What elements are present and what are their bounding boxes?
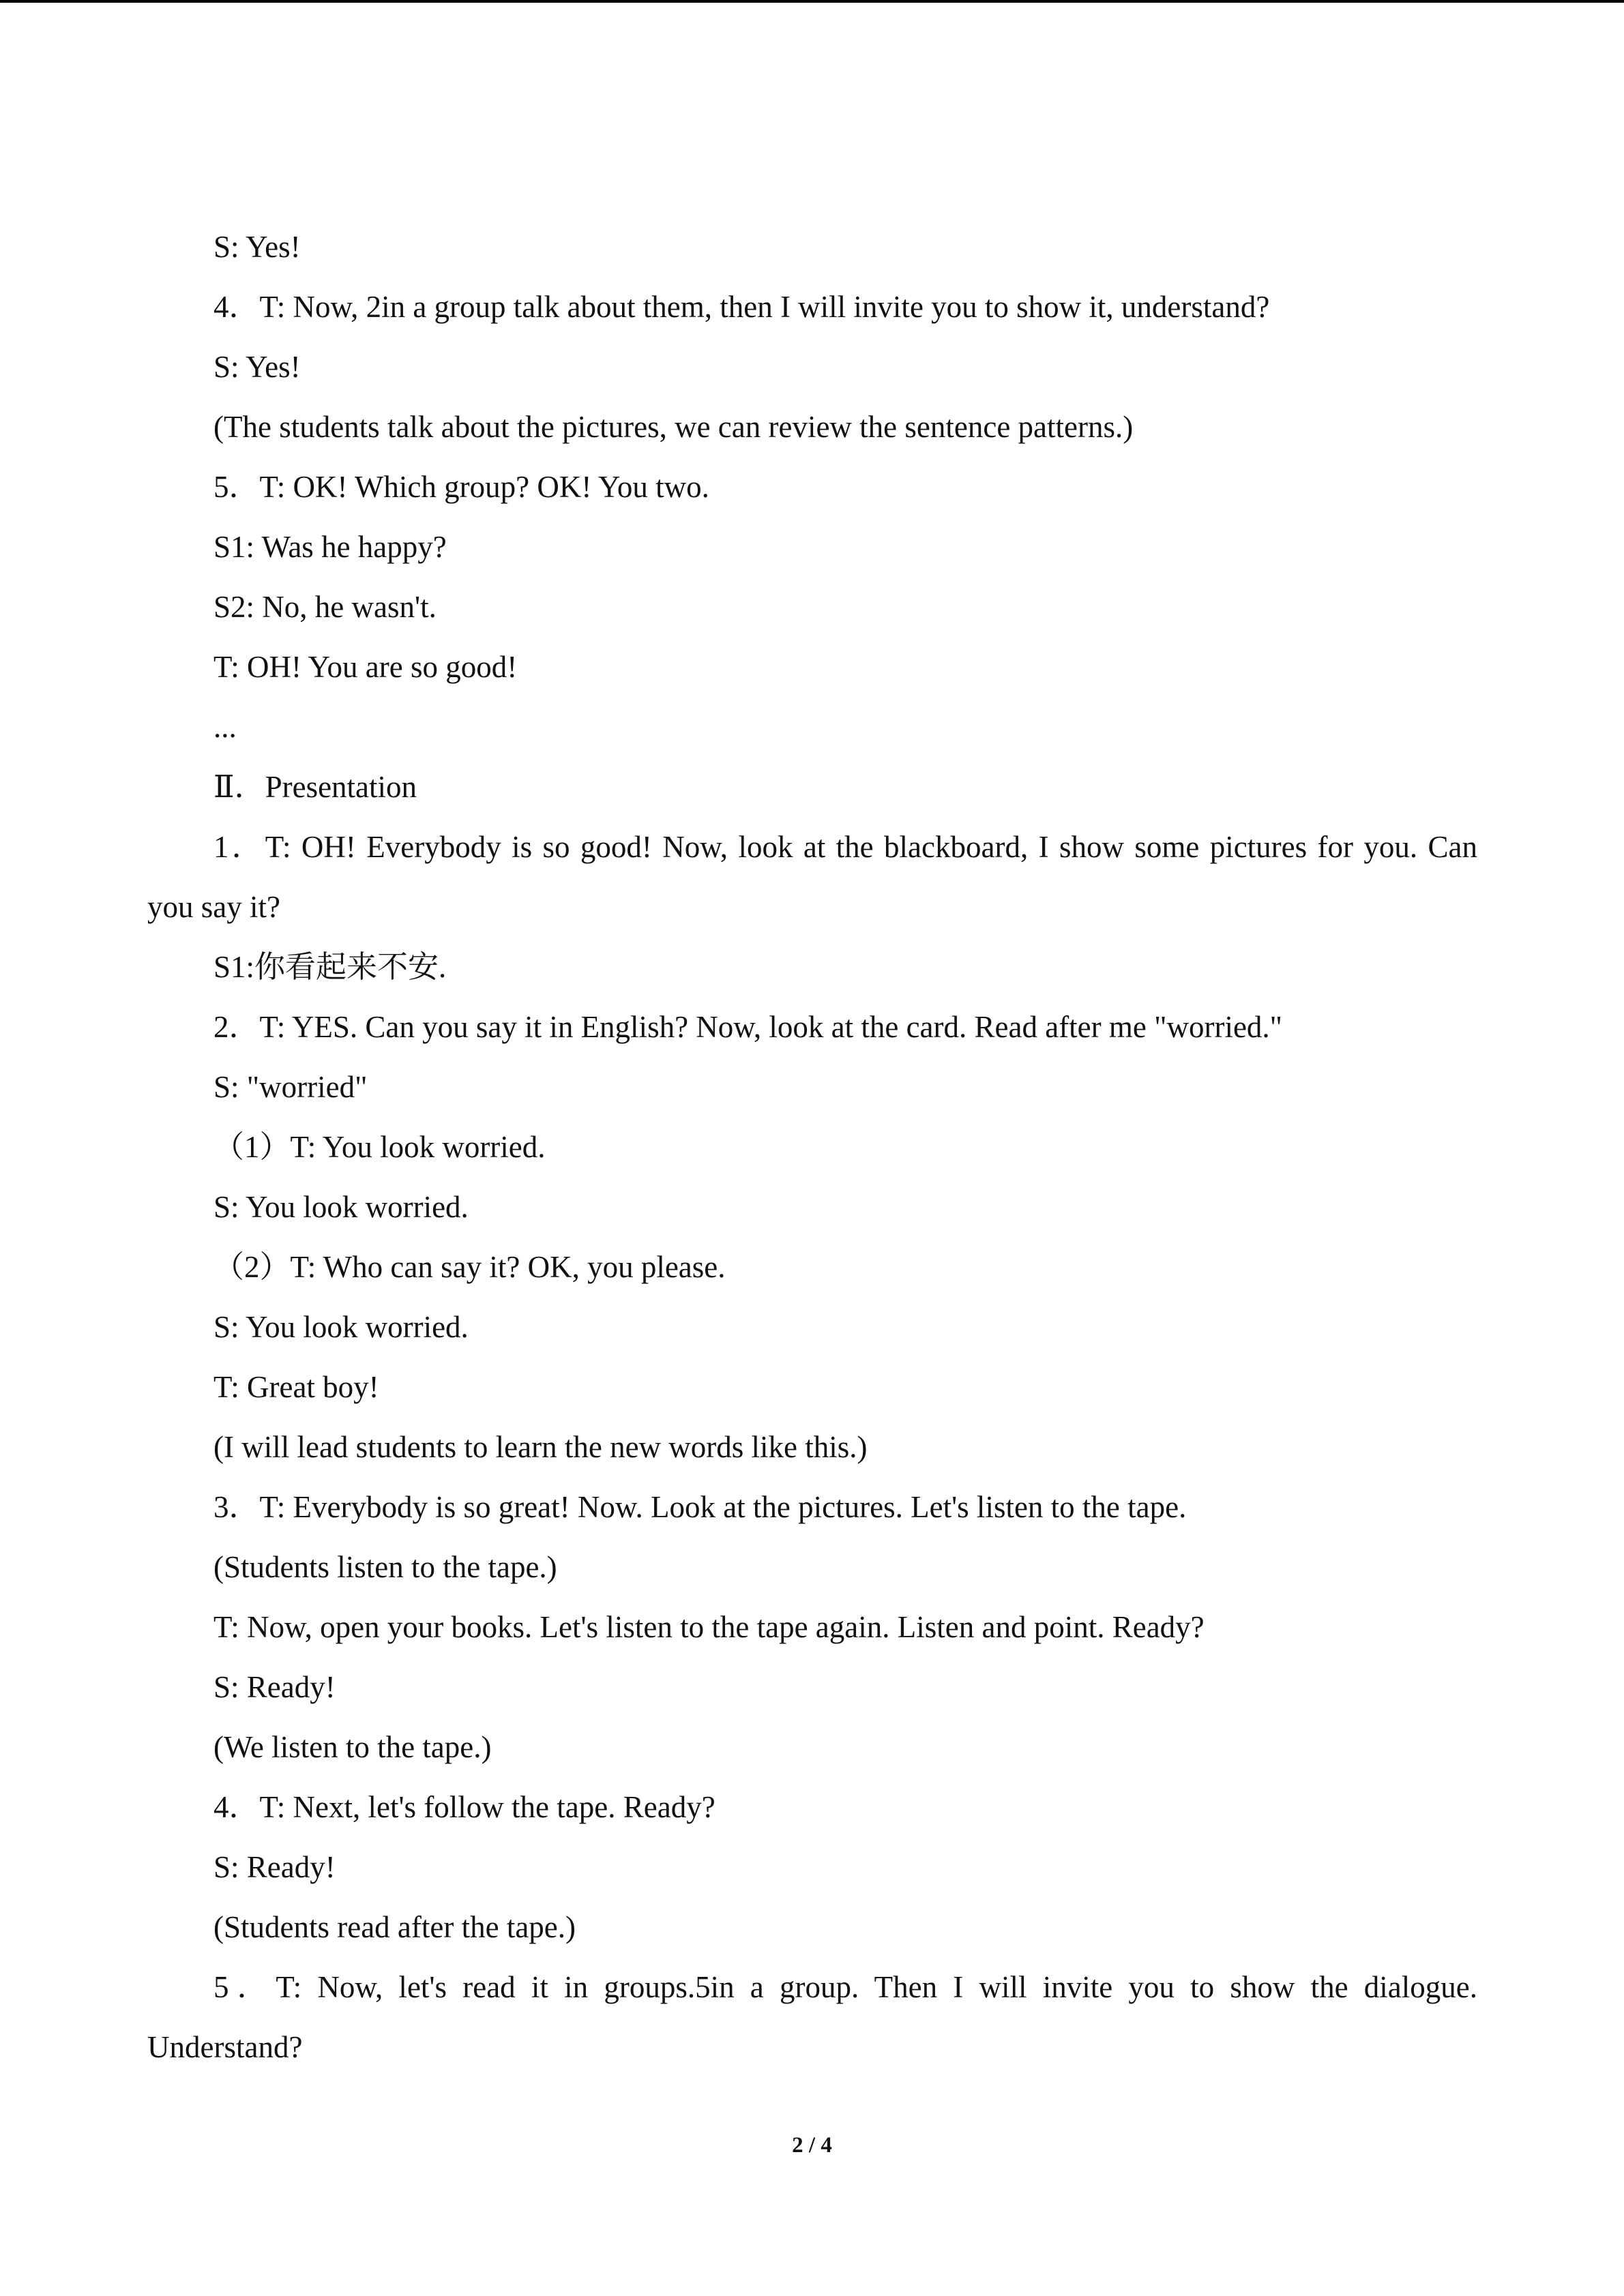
text-line: S2: No, he wasn't.	[213, 590, 437, 624]
text-line: S: You look worried.	[213, 1310, 469, 1344]
document-body	[147, 217, 1477, 2077]
text-line: (The students talk about the pictures, we can review the sentence patterns.)	[213, 410, 1134, 444]
text-line: 5．T: OK! Which group? OK! You two.	[213, 470, 709, 504]
text-line: S: Yes!	[213, 350, 301, 384]
text-line: T: Great boy!	[213, 1370, 379, 1404]
text-line: （1）T: You look worried.	[213, 1130, 546, 1164]
text-line: S: Ready!	[213, 1670, 336, 1704]
text-line: S1: Was he happy?	[213, 530, 447, 564]
text-line: T: OH! You are so good!	[213, 650, 518, 684]
text-line: 2．T: YES. Can you say it in English? Now, look at the card. Read after me "worried."	[213, 1010, 1283, 1044]
section-heading-presentation: Ⅱ．Presentation	[213, 770, 417, 804]
text-line: (Students read after the tape.)	[213, 1910, 576, 1944]
text-line: 3．T: Everybody is so great! Now. Look at the pictures. Let's listen to the tape.	[213, 1490, 1187, 1524]
text-line: S: Yes!	[213, 230, 301, 264]
top-border-line	[0, 0, 1624, 3]
text-line: (Students listen to the tape.)	[213, 1550, 557, 1584]
text-line: (I will lead students to learn the new words like this.)	[213, 1430, 868, 1464]
text-line: T: Now, open your books. Let's listen to the tape again. Listen and point. Ready?	[213, 1610, 1205, 1644]
text-line: ...	[213, 710, 237, 744]
text-line: S: "worried"	[213, 1070, 368, 1104]
page-number: 2 / 4	[792, 2133, 832, 2158]
text-line: 4．T: Next, let's follow the tape. Ready?	[213, 1790, 715, 1824]
text-line: S: You look worried.	[213, 1190, 469, 1224]
text-line: 4．T: Now, 2in a group talk about them, then I will invite you to show it, understand?	[213, 290, 1270, 324]
text-line: (We listen to the tape.)	[213, 1730, 492, 1764]
text-paragraph: 1．T: OH! Everybody is so good! Now, look at the blackboard, I show some pictures for you. Can you say it?	[147, 830, 1477, 924]
text-line: S: Ready!	[213, 1850, 336, 1884]
text-paragraph: 5．T: Now, let's read it in groups.5in a group. Then I will invite you to show the dialogue. Understand?	[147, 1970, 1477, 2064]
text-line: （2）T: Who can say it? OK, you please.	[213, 1250, 726, 1284]
text-line: S1:你看起来不安.	[213, 950, 447, 984]
